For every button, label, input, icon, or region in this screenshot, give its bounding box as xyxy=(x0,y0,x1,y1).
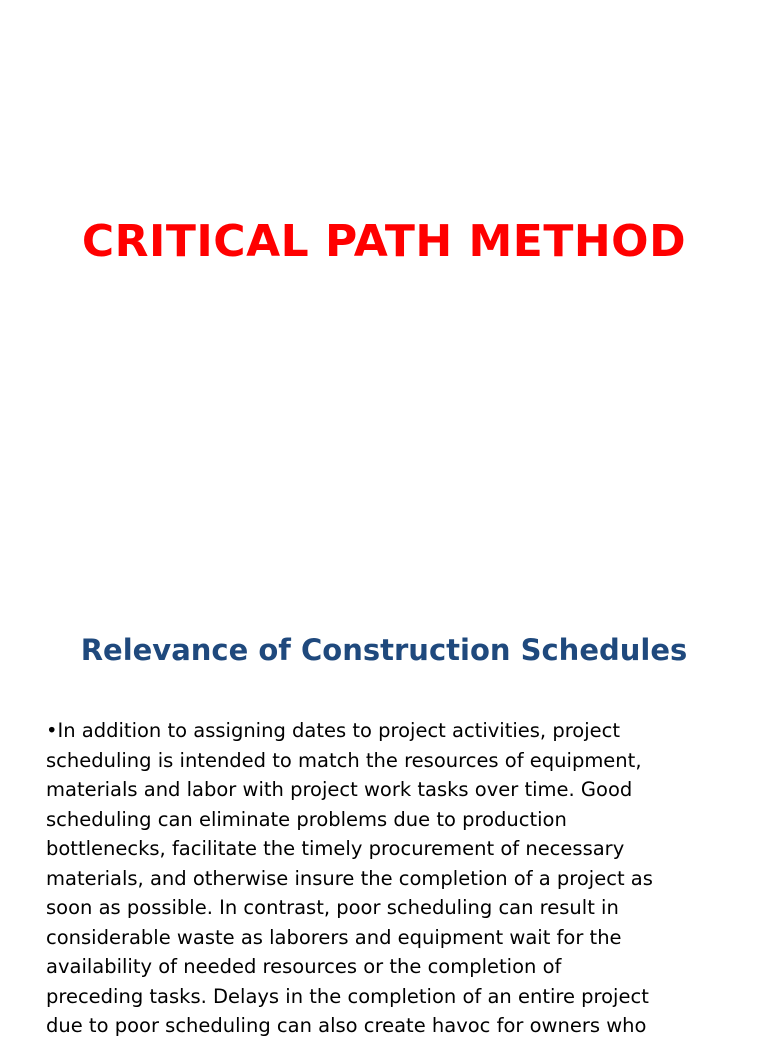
section-heading: Relevance of Construction Schedules xyxy=(80,633,688,667)
body-paragraph: •In addition to assigning dates to project activities, project scheduling is intended to match the resources of equipment, materials and labor with project work tasks over time. Good scheduling can eliminate problems due to production bottlenecks, facilitate the timely procurement of necessary materials, and otherwise insure the completion of a project as soon as possible. In contrast, poor scheduling can result in considerable waste as laborers and equipment wait for the availability of needed resources or the completion of preceding tasks. Delays in the completion of an entire project due to poor scheduling can also create havoc for owners who xyxy=(46,719,653,1037)
slide-title: CRITICAL PATH METHOD xyxy=(81,216,687,267)
